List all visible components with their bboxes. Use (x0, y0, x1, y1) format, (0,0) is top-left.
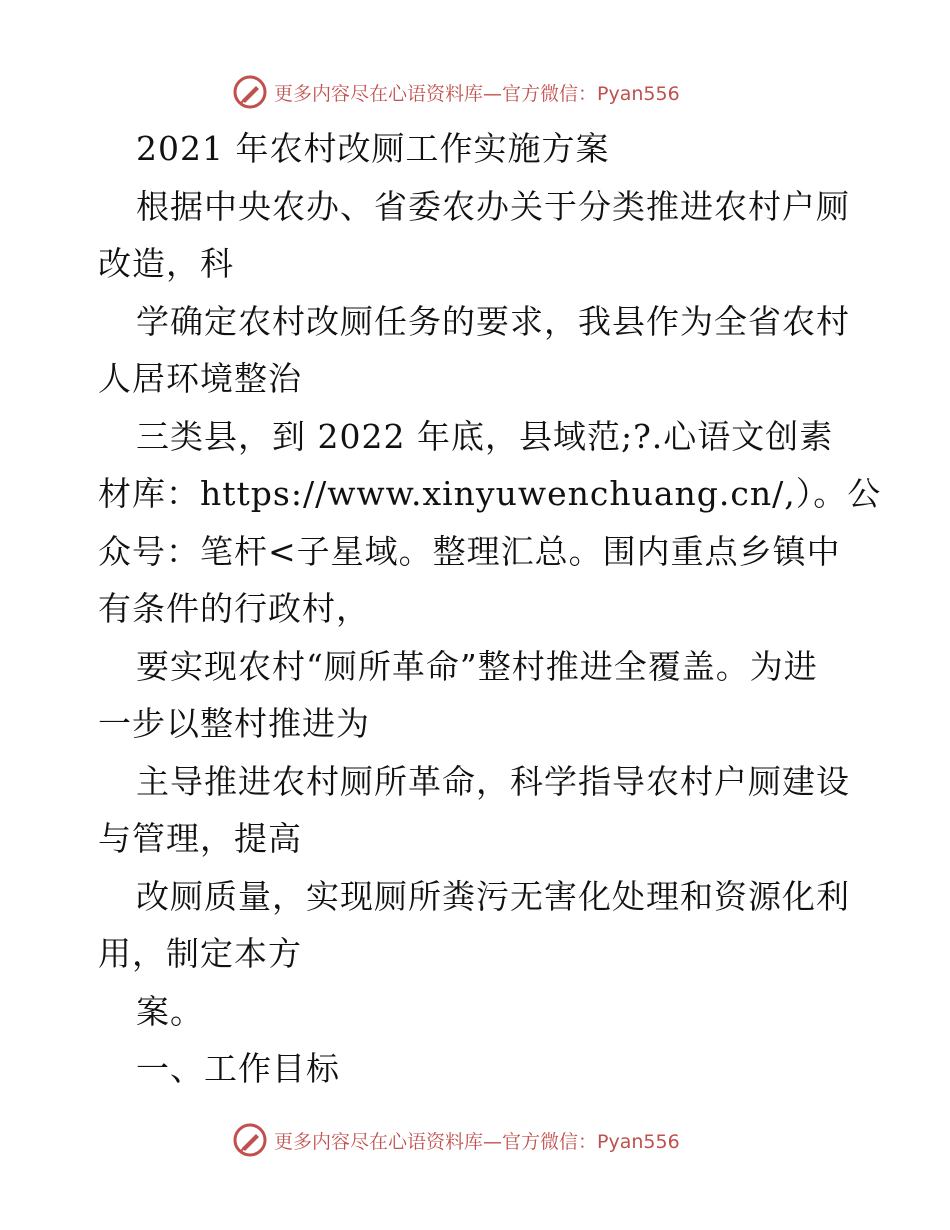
paragraph-line: 一步以整村推进为 (98, 704, 370, 743)
paragraph-line: 与管理，提高 (98, 819, 302, 858)
document-body (98, 120, 882, 1098)
paragraph-line: 众号：笔杆<子星域。整理汇总。围内重点乡镇中 (98, 531, 841, 571)
document-title: 2021 年农村改厕工作实施方案 (136, 129, 610, 168)
paragraph-line: 根据中央农办、省委农办关于分类推进农村户厕 (136, 186, 850, 226)
section-heading: 一、工作目标 (136, 1049, 340, 1088)
paragraph-line: 人居环境整治 (98, 359, 302, 398)
paragraph-line: 材库：https://www.xinyuwenchuang.cn/,）。公 (98, 474, 882, 513)
pen-seal-icon (232, 74, 268, 110)
paragraph-line: 学确定农村改厕任务的要求，我县作为全省农村 (136, 301, 850, 341)
paragraph-line: 用，制定本方 (98, 934, 302, 973)
paragraph-line: 要实现农村“厕所革命”整村推进全覆盖。为进 (136, 646, 818, 686)
paragraph-line: 案。 (136, 991, 204, 1031)
header-banner (232, 72, 680, 112)
paragraph-line: 改厕质量，实现厕所粪污无害化处理和资源化利 (136, 876, 850, 916)
paragraph-line: 改造，科 (98, 244, 234, 283)
pen-seal-icon (232, 1122, 268, 1158)
header-banner-text: 更多内容尽在心语资料库—官方微信：Pyan556 (274, 82, 680, 105)
footer-banner (232, 1120, 680, 1160)
footer-banner-text: 更多内容尽在心语资料库—官方微信：Pyan556 (274, 1130, 680, 1153)
paragraph-line: 有条件的行政村， (98, 589, 370, 628)
paragraph-line: 三类县，到 2022 年底，县域范;?.心语文创素 (136, 416, 834, 456)
paragraph-line: 主导推进农村厕所革命，科学指导农村户厕建设 (136, 761, 850, 801)
